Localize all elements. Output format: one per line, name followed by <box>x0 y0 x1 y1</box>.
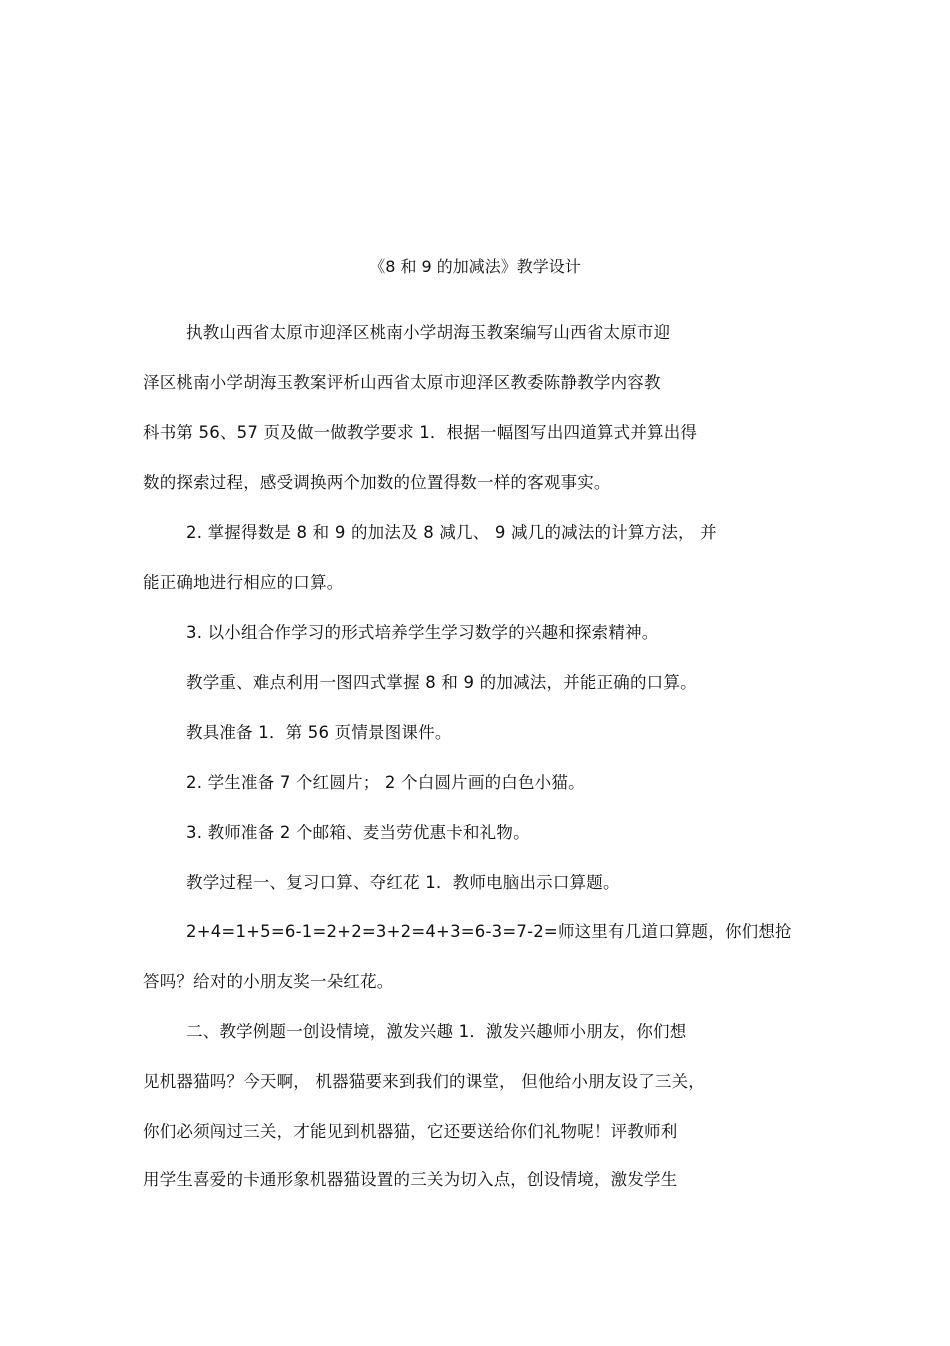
paragraph-line: 3. 教师准备 2 个邮箱、麦当劳优惠卡和礼物。 <box>186 823 530 842</box>
paragraph-line: 数的探索过程，感受调换两个加数的位置得数一样的客观事实。 <box>143 473 611 492</box>
document-title: 《8 和 9 的加减法》教学设计 <box>369 257 581 276</box>
paragraph-line: 执教山西省太原市迎泽区桃南小学胡海玉教案编写山西省太原市迎 <box>186 323 671 342</box>
paragraph-line: 二、教学例题一创设情境，激发兴趣 1．激发兴趣师小朋友，你们想 <box>186 1022 687 1041</box>
paragraph-line: 2. 学生准备 7 个红圆片； 2 个白圆片画的白色小猫。 <box>186 773 585 792</box>
paragraph-line: 见机器猫吗？今天啊， 机器猫要来到我们的课堂， 但他给小朋友设了三关， <box>143 1072 705 1091</box>
paragraph-line: 教具准备 1．第 56 页情景图课件。 <box>186 723 452 742</box>
paragraph-line: 科书第 56、57 页及做一做教学要求 1．根据一幅图写出四道算式并算出得 <box>143 423 698 442</box>
paragraph-line: 你们必须闯过三关，才能见到机器猫，它还要送给你们礼物呢！评教师利 <box>143 1122 678 1141</box>
paragraph-line: 用学生喜爱的卡通形象机器猫设置的三关为切入点，创设情境，激发学生 <box>143 1170 678 1189</box>
paragraph-line: 3. 以小组合作学习的形式培养学生学习数学的兴趣和探索精神。 <box>186 623 659 642</box>
paragraph-line: 泽区桃南小学胡海玉教案评析山西省太原市迎泽区教委陈静教学内容教 <box>143 373 661 392</box>
paragraph-line: 教学过程一、复习口算、夺红花 1．教师电脑出示口算题。 <box>186 873 620 892</box>
paragraph-line: 2. 掌握得数是 8 和 9 的加法及 8 减几、 9 减几的减法的计算方法， 并 <box>186 523 717 542</box>
paragraph-line: 2+4=1+5=6-1=2+2=3+2=4+3=6-3=7-2=师这里有几道口算题，你们想抢 <box>186 922 792 941</box>
paragraph-line: 答吗？给对的小朋友奖一朵红花。 <box>143 972 394 991</box>
paragraph-line: 能正确地进行相应的口算。 <box>143 573 344 592</box>
paragraph-line: 教学重、难点利用一图四式掌握 8 和 9 的加减法，并能正确的口算。 <box>186 673 697 692</box>
